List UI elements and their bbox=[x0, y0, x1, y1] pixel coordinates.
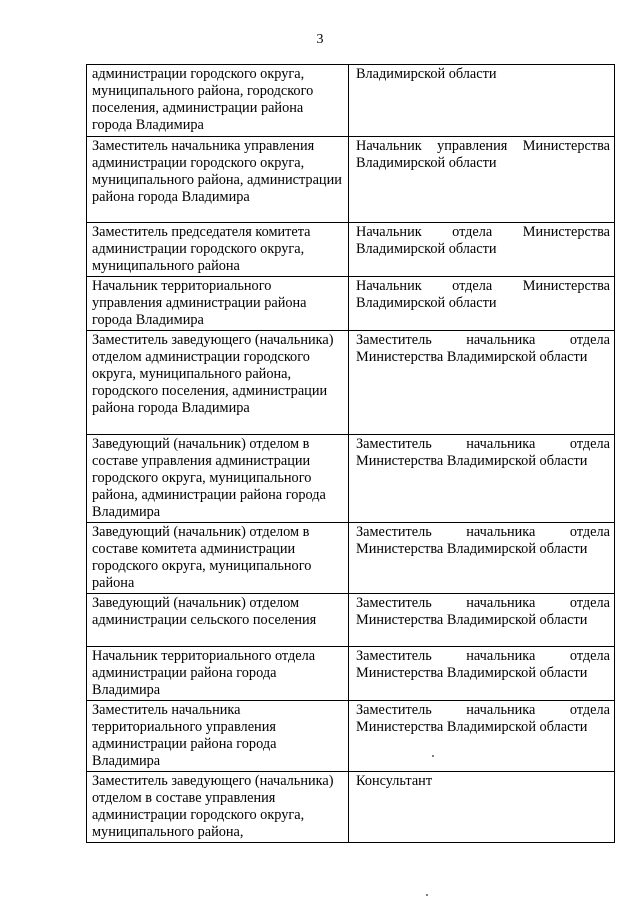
table-cell-right: Владимирской области bbox=[349, 65, 615, 137]
scan-speck bbox=[432, 755, 434, 757]
scan-speck bbox=[426, 894, 428, 896]
table-cell-left: Заместитель начальника управления администрации городского округа, муниципального района, администрации района города Владимира bbox=[87, 137, 349, 223]
table-cell-left: Заместитель начальника территориального управления администрации района города Владимира bbox=[87, 701, 349, 772]
table-cell-left: администрации городского округа, муниципального района, городского поселения, администрации района города Владимира bbox=[87, 65, 349, 137]
table-cell-left: Заместитель председателя комитета администрации городского округа, муниципального района bbox=[87, 223, 349, 277]
table-row bbox=[87, 435, 615, 523]
table-cell-right: Заместитель начальника отдела Министерства Владимирской области bbox=[349, 331, 615, 435]
table-cell-right: Заместитель начальника отдела Министерства Владимирской области bbox=[349, 647, 615, 701]
table-cell-left: Заместитель заведующего (начальника) отделом в составе управления администрации городского округа, муниципального района, bbox=[87, 772, 349, 843]
table-cell-right: Начальник отдела Министерства Владимирской области bbox=[349, 223, 615, 277]
table-cell-left: Начальник территориального управления администрации района города Владимира bbox=[87, 277, 349, 331]
table-cell-left: Заведующий (начальник) отделом в составе управления администрации городского округа, муниципального района, администрации района города Владимира bbox=[87, 435, 349, 523]
table-cell-left: Начальник территориального отдела администрации района города Владимира bbox=[87, 647, 349, 701]
table-cell-right: Заместитель начальника отдела Министерства Владимирской области bbox=[349, 435, 615, 523]
page-number: 3 bbox=[316, 32, 324, 47]
table-row bbox=[87, 594, 615, 647]
table-cell-left: Заведующий (начальник) отделом администрации сельского поселения bbox=[87, 594, 349, 647]
table-cell-right: Начальник управления Министерства Владимирской области bbox=[349, 137, 615, 223]
table-row bbox=[87, 701, 615, 772]
table-row bbox=[87, 223, 615, 277]
table-cell-left: Заместитель заведующего (начальника) отделом администрации городского округа, муниципального района, городского поселения, администрации района города Владимира bbox=[87, 331, 349, 435]
table-cell-left: Заведующий (начальник) отделом в составе комитета администрации городского округа, муниципального района bbox=[87, 523, 349, 594]
table-cell-right: Заместитель начальника отдела Министерства Владимирской области bbox=[349, 701, 615, 772]
table-row bbox=[87, 647, 615, 701]
table-row bbox=[87, 277, 615, 331]
table-cell-right: Заместитель начальника отдела Министерства Владимирской области bbox=[349, 594, 615, 647]
table-cell-right: Заместитель начальника отдела Министерства Владимирской области bbox=[349, 523, 615, 594]
table-row bbox=[87, 137, 615, 223]
table-row bbox=[87, 772, 615, 843]
table-row bbox=[87, 65, 615, 137]
table-row bbox=[87, 331, 615, 435]
positions-table bbox=[86, 64, 615, 843]
table-cell-right: Консультант bbox=[349, 772, 615, 843]
table-cell-right: Начальник отдела Министерства Владимирской области bbox=[349, 277, 615, 331]
table-row bbox=[87, 523, 615, 594]
